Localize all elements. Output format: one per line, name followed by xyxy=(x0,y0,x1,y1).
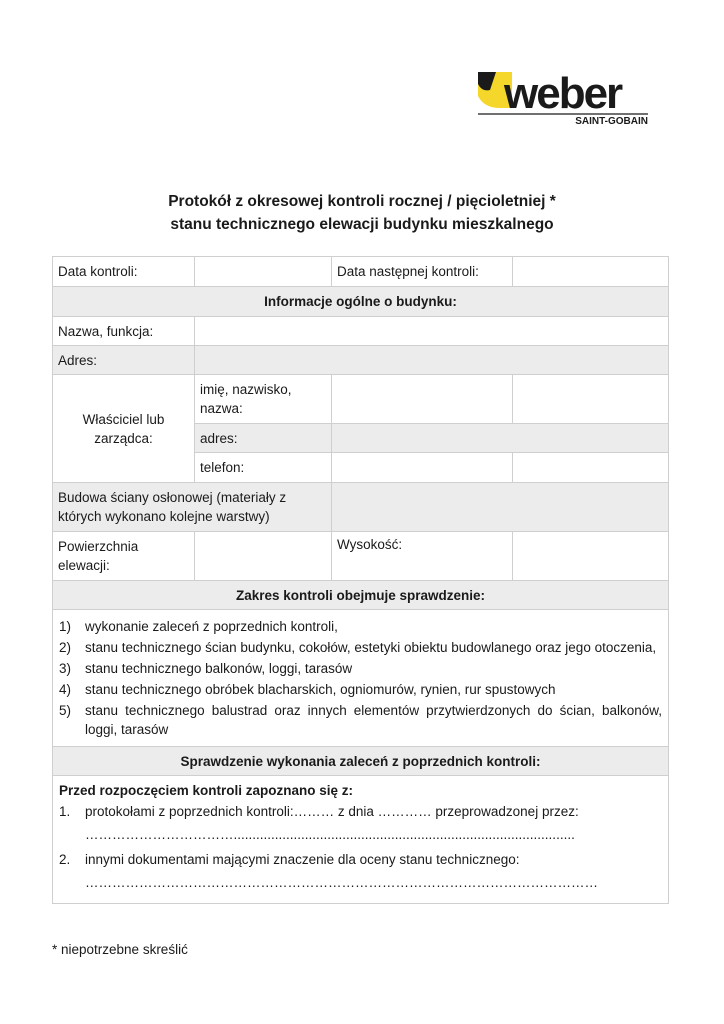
owner-address-label: adres: xyxy=(195,424,332,453)
wall-build-label: Budowa ściany osłonowej (materiały z których wykonano kolejne warstwy) xyxy=(53,483,332,532)
table-row xyxy=(53,610,669,747)
address-field[interactable] xyxy=(195,346,669,375)
previous-recommendations-header: Sprawdzenie wykonania zaleceń z poprzednich kontroli: xyxy=(53,747,669,776)
table-row xyxy=(53,346,669,375)
title-line-2: stanu technicznego elewacji budynku mieszkalnego xyxy=(170,216,554,233)
table-row xyxy=(53,257,669,287)
table-row xyxy=(53,317,669,346)
table-row xyxy=(53,581,669,610)
table-row xyxy=(53,287,669,317)
next-control-date-label: Data następnej kontroli: xyxy=(332,257,513,287)
inspection-form-table xyxy=(52,256,669,904)
list-item: 3) stanu technicznego balkonów, loggi, tarasów xyxy=(59,661,353,676)
name-function-field[interactable] xyxy=(195,317,669,346)
logo-subbrand-text: SAINT-GOBAIN xyxy=(575,116,648,127)
list-item: 2) stanu technicznego ścian budynku, cokołów, estetyki obiektu budowlanego oraz jego otoczenia, xyxy=(59,640,657,655)
address-label: Adres: xyxy=(53,346,195,375)
facade-area-field[interactable] xyxy=(195,532,332,581)
wall-build-field[interactable] xyxy=(332,483,669,532)
owner-name-field-extra[interactable] xyxy=(513,375,669,424)
owner-phone-field[interactable] xyxy=(332,453,513,483)
list-item: 1) wykonanie zaleceń z poprzednich kontroli, xyxy=(59,619,338,634)
footnote: * niepotrzebne skreślić xyxy=(52,942,188,957)
facade-area-label: Powierzchnia elewacji: xyxy=(53,532,195,581)
name-function-label: Nazwa, funkcja: xyxy=(53,317,195,346)
owner-phone-label: telefon: xyxy=(195,453,332,483)
table-row xyxy=(53,532,669,581)
before-control-cell xyxy=(53,776,669,904)
list-item: 4) stanu technicznego obróbek blacharskich, ogniomurów, rynien, rur spustowych xyxy=(59,682,556,697)
owner-label: Właściciel lub zarządca: xyxy=(53,375,195,483)
document-title xyxy=(0,190,724,236)
before-control-label: Przed rozpoczęciem kontroli zapoznano się z: xyxy=(59,783,354,798)
scope-list-cell xyxy=(53,610,669,747)
owner-phone-field-extra[interactable] xyxy=(513,453,669,483)
other-documents-dots-field[interactable]: …………………………………………………………………………………………………… xyxy=(85,875,598,890)
control-date-field[interactable] xyxy=(195,257,332,287)
logo-brand-text: weber xyxy=(504,69,622,118)
before-control-list-2 xyxy=(59,850,662,869)
owner-name-field[interactable] xyxy=(332,375,513,424)
scope-list xyxy=(59,617,662,739)
list-item: 1. protokołami z poprzednich kontroli:……… z dnia ………… przeprowadzonej przez: xyxy=(59,804,579,819)
owner-name-label: imię, nazwisko, nazwa: xyxy=(195,375,332,424)
weber-saint-gobain-logo xyxy=(470,50,660,154)
before-control-list xyxy=(59,802,662,821)
table-row xyxy=(53,375,669,424)
title-line-1: Protokół z okresowej kontroli rocznej / pięcioletniej * xyxy=(168,193,556,210)
list-item: 2. innymi dokumentami mającymi znaczenie dla oceny stanu technicznego: xyxy=(59,852,520,867)
next-control-date-field[interactable] xyxy=(513,257,669,287)
table-row xyxy=(53,776,669,904)
height-label: Wysokość: xyxy=(332,532,513,581)
height-field[interactable] xyxy=(513,532,669,581)
owner-address-field[interactable] xyxy=(332,424,669,453)
list-item: 5) stanu technicznego balustrad oraz innych elementów przytwierdzonych do ścian, balkonów, loggi, tarasów xyxy=(59,703,662,737)
table-row xyxy=(53,483,669,532)
table-row xyxy=(53,747,669,776)
general-info-header: Informacje ogólne o budynku: xyxy=(53,287,669,317)
control-date-label: Data kontroli: xyxy=(53,257,195,287)
scope-header: Zakres kontroli obejmuje sprawdzenie: xyxy=(53,581,669,610)
previous-protocols-dots-field[interactable]: ……………………………........................................................................................... xyxy=(85,827,575,842)
